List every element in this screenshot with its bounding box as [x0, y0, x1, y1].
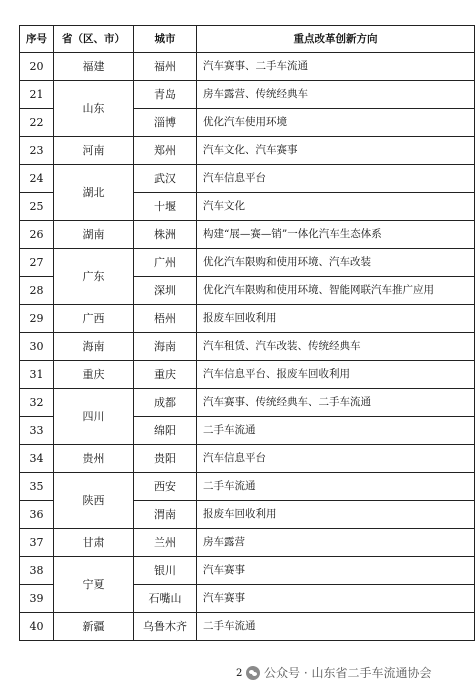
table-row: [20, 249, 475, 277]
header-direction: 重点改革创新方向: [197, 26, 475, 53]
row-number: 38: [20, 557, 54, 585]
row-number: 39: [20, 585, 54, 613]
province-cell: 湖南: [54, 221, 134, 249]
row-number: 32: [20, 389, 54, 417]
table-header-row: [20, 26, 475, 53]
city-cell: 淄博: [134, 109, 197, 137]
row-number: 28: [20, 277, 54, 305]
direction-cell: 报废车回收利用: [197, 501, 475, 529]
row-number: 25: [20, 193, 54, 221]
province-cell: 广西: [54, 305, 134, 333]
table-row: [20, 305, 475, 333]
table-row: [20, 557, 475, 585]
province-cell: 福建: [54, 53, 134, 81]
header-no: 序号: [20, 26, 54, 53]
row-number: 29: [20, 305, 54, 333]
city-cell: 福州: [134, 53, 197, 81]
province-cell: 陕西: [54, 473, 134, 529]
city-cell: 广州: [134, 249, 197, 277]
direction-cell: 汽车信息平台: [197, 165, 475, 193]
city-cell: 绵阳: [134, 417, 197, 445]
direction-cell: 汽车赛事: [197, 557, 475, 585]
table-row: [20, 137, 475, 165]
province-cell: 新疆: [54, 613, 134, 641]
wechat-icon: [246, 666, 260, 680]
province-cell: 贵州: [54, 445, 134, 473]
direction-cell: 汽车文化、汽车赛事: [197, 137, 475, 165]
city-cell: 西安: [134, 473, 197, 501]
table-row: [20, 361, 475, 389]
city-cell: 银川: [134, 557, 197, 585]
city-cell: 兰州: [134, 529, 197, 557]
province-cell: 河南: [54, 137, 134, 165]
row-number: 22: [20, 109, 54, 137]
row-number: 27: [20, 249, 54, 277]
city-cell: 郑州: [134, 137, 197, 165]
province-cell: 甘肃: [54, 529, 134, 557]
row-number: 20: [20, 53, 54, 81]
province-cell: 四川: [54, 389, 134, 445]
city-cell: 贵阳: [134, 445, 197, 473]
row-number: 37: [20, 529, 54, 557]
row-number: 23: [20, 137, 54, 165]
table-body: [20, 53, 475, 641]
direction-cell: 报废车回收利用: [197, 305, 475, 333]
direction-cell: 优化汽车限购和使用环境、智能网联汽车推广应用: [197, 277, 475, 305]
table-row: [20, 389, 475, 417]
row-number: 21: [20, 81, 54, 109]
direction-cell: 二手车流通: [197, 613, 475, 641]
city-cell: 梧州: [134, 305, 197, 333]
province-cell: 湖北: [54, 165, 134, 221]
city-cell: 青岛: [134, 81, 197, 109]
city-cell: 石嘴山: [134, 585, 197, 613]
city-cell: 武汉: [134, 165, 197, 193]
row-number: 26: [20, 221, 54, 249]
direction-cell: 房车露营: [197, 529, 475, 557]
watermark: [246, 664, 431, 681]
city-cell: 渭南: [134, 501, 197, 529]
table-row: [20, 613, 475, 641]
direction-cell: 房车露营、传统经典车: [197, 81, 475, 109]
province-cell: 广东: [54, 249, 134, 305]
table-row: [20, 53, 475, 81]
watermark-text: 公众号 · 山东省二手车流通协会: [264, 666, 432, 680]
row-number: 36: [20, 501, 54, 529]
direction-cell: 二手车流通: [197, 417, 475, 445]
city-cell: 海南: [134, 333, 197, 361]
direction-cell: 汽车赛事、传统经典车、二手车流通: [197, 389, 475, 417]
row-number: 40: [20, 613, 54, 641]
row-number: 24: [20, 165, 54, 193]
page-number: 2: [236, 668, 243, 679]
direction-cell: 构建“展—赛—销”一体化汽车生态体系: [197, 221, 475, 249]
province-cell: 重庆: [54, 361, 134, 389]
row-number: 31: [20, 361, 54, 389]
reform-directions-table: [19, 25, 475, 641]
direction-cell: 优化汽车限购和使用环境、汽车改装: [197, 249, 475, 277]
city-cell: 重庆: [134, 361, 197, 389]
province-cell: 山东: [54, 81, 134, 137]
direction-cell: 汽车文化: [197, 193, 475, 221]
direction-cell: 汽车赛事: [197, 585, 475, 613]
table-row: [20, 165, 475, 193]
direction-cell: 汽车赛事、二手车流通: [197, 53, 475, 81]
city-cell: 株洲: [134, 221, 197, 249]
row-number: 35: [20, 473, 54, 501]
row-number: 33: [20, 417, 54, 445]
province-cell: 海南: [54, 333, 134, 361]
row-number: 30: [20, 333, 54, 361]
table-row: [20, 333, 475, 361]
city-cell: 乌鲁木齐: [134, 613, 197, 641]
table-row: [20, 221, 475, 249]
direction-cell: 汽车信息平台: [197, 445, 475, 473]
header-province: 省（区、市）: [54, 26, 134, 53]
province-cell: 宁夏: [54, 557, 134, 613]
city-cell: 成都: [134, 389, 197, 417]
direction-cell: 汽车信息平台、报废车回收利用: [197, 361, 475, 389]
city-cell: 十堰: [134, 193, 197, 221]
table-row: [20, 473, 475, 501]
row-number: 34: [20, 445, 54, 473]
direction-cell: 汽车租赁、汽车改装、传统经典车: [197, 333, 475, 361]
table-row: [20, 81, 475, 109]
direction-cell: 二手车流通: [197, 473, 475, 501]
table-row: [20, 529, 475, 557]
city-cell: 深圳: [134, 277, 197, 305]
direction-cell: 优化汽车使用环境: [197, 109, 475, 137]
header-city: 城市: [134, 26, 197, 53]
table-row: [20, 445, 475, 473]
